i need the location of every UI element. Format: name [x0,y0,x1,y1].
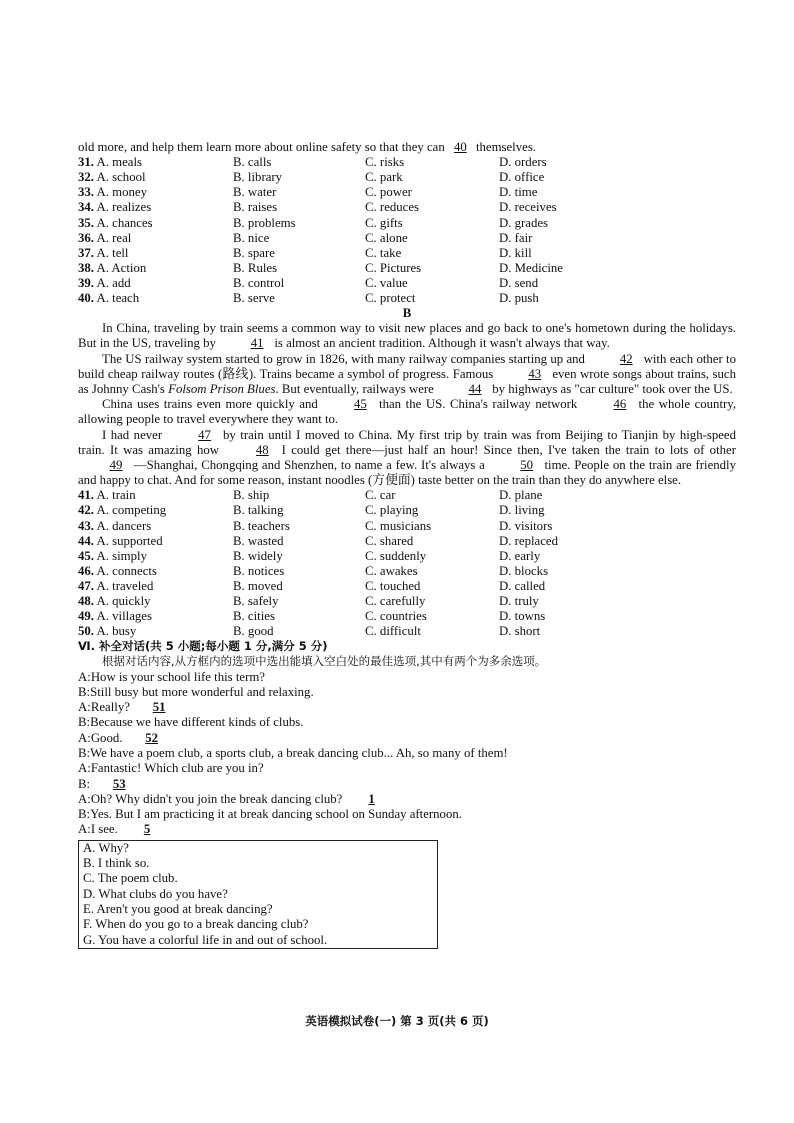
option-c: C. musicians [365,518,432,533]
dialogue-text: Fantastic! Which club are you in? [90,761,264,776]
speaker: A: [78,822,91,837]
dialogue-text: Because we have different kinds of clubs. [90,715,304,730]
option-a: A. train [96,488,136,503]
passage-b-para-3: China uses trains even more quickly and 45 than the US. China's railway network 46 the whole country, allowing people to travel everywhere they want to. [78,397,737,427]
option-d: D. blocks [499,563,549,578]
options_A-row-option-a [78,261,233,276]
blank-40: 40 [453,140,467,154]
option-b: B. moved [233,578,283,593]
option-b: B. wasted [233,533,284,548]
option-a: A. money [96,185,147,200]
dialogue [78,670,736,838]
question-number: 37. [78,245,94,260]
option-d: D. orders [499,155,547,170]
dialogue-text: I see. [90,822,118,837]
options_A-row-option-a [78,200,233,215]
option-b: B. notices [233,563,285,578]
question-number: 43. [78,518,94,533]
speaker: B: [78,776,91,791]
option-c: C. difficult [365,624,421,639]
passage-b-para-4: I had never 47 by train until I moved to China. My first trip by train was from Beijing to Tianjin by high-speed train. It was amazing how 48 I could get there—just half an hour! Since then, I've taken the train to lots of other 49 —Shanghai, Chongqing and Shenzhen, to name a few. It's always a 50 time. People on the train are friendly and happy to chat. And for some reason, instant noodles (方便面) taste better on the train than they do anywhere else. [78,427,737,488]
option-d: D. send [499,275,539,290]
song-title: Folsom Prison Blues [168,381,276,396]
blank-44: 44 [468,381,482,396]
option-a: A. simply [96,548,147,563]
question-number: 33. [78,185,94,200]
options_B-row-option-a [78,549,233,564]
option-a: A. quickly [96,594,151,609]
question-number: 36. [78,230,94,245]
dialogue-line [78,777,736,792]
option-a: A. dancers [96,518,152,533]
dialogue-blank: 5 [143,822,151,837]
option-a: A. supported [96,533,163,548]
option-b: B. water [233,185,277,200]
dialogue-blank: 53 [112,776,126,791]
option-b: B. nice [233,230,270,245]
top-line: old more, and help them learn more about online safety so that they can 40 themselves. [78,140,536,154]
question-number: 32. [78,170,94,185]
speaker: A: [78,669,91,684]
option-b: B. library [233,170,283,185]
option-d: D. visitors [499,518,553,533]
question-number: 49. [78,609,94,624]
dialogue-blank: 52 [145,730,159,745]
option-d: D. living [499,503,545,518]
speaker: A: [78,761,91,776]
options_A-row-option-a [78,246,233,261]
blank-48: 48 [255,442,269,457]
option-b: B. talking [233,503,284,518]
option-c: C. value [365,275,408,290]
blank-47: 47 [198,427,211,442]
option-a: A. chances [96,215,153,230]
blank-50: 50 [520,457,534,472]
option-b: B. control [233,275,285,290]
dialogue-text: Good. [90,730,123,745]
option-c: C. risks [365,155,405,170]
blank-43: 43 [528,366,542,381]
option-a: A. meals [96,155,142,170]
option-c: C. reduces [365,200,420,215]
options_A-row-option-a [78,276,233,291]
options_A-row-option-a [78,185,233,200]
option-c: C. countries [365,609,427,624]
options_B-row-option-a [78,534,233,549]
dialogue-line [78,792,736,807]
dialogue-line [78,731,736,746]
option-b: B. Rules [233,260,278,275]
section-vi-instruction: 根据对话内容,从方框内的选项中选出能填入空白处的最佳选项,其中有两个为多余选项。 [102,654,547,669]
option-a: A. Action [96,260,147,275]
dialogue-line [78,807,736,822]
option-a: A. busy [96,624,137,639]
dialogue-text: Yes. But I am practicing it at break dancing school on Sunday afternoon. [90,807,462,822]
question-number: 40. [78,291,94,306]
option-d: D. receives [499,200,557,215]
question-number: 48. [78,594,94,609]
blank-49: 49 [109,457,123,472]
dialogue-blank: 51 [152,700,166,715]
options_A-row-option-a [78,216,233,231]
dialogue-line [78,746,736,761]
dialogue-text: Really? [90,700,130,715]
options_B-row-option-a [78,624,233,639]
option-d: D. short [499,624,541,639]
option-a: A. tell [96,245,129,260]
question-number: 44. [78,533,94,548]
choice-item: F. When do you go to a break dancing club? [83,917,309,932]
question-number: 47. [78,578,94,593]
section-b-label: B [402,306,412,321]
dialogue-text: How is your school life this term? [90,669,265,684]
speaker: B: [78,746,91,760]
question-number: 50. [78,624,94,639]
blank-46: 46 [613,397,627,412]
option-a: A. real [96,230,132,245]
option-c: C. suddenly [365,548,427,563]
passage-b-para-2: The US railway system started to grow in 1826, with many railway companies starting up and 42 with each other to build cheap railway routes (路线). Trains became a symbol of progress. Famous 43 even wrote songs about trains, such as Johnny Cash's Folsom Prison Blues. But eventually, railways were 44 by highways as "car culture" took over the US. [78,351,737,396]
choice-item: D. What clubs do you have? [83,886,228,901]
question-number: 38. [78,260,94,275]
options_B-row-option-a [78,564,233,579]
choice-item: A. Why? [83,840,129,855]
options-a-list [78,155,736,306]
option-d: D. office [499,170,545,185]
options_A-row-option-a [78,231,233,246]
option-c: C. take [365,245,402,260]
dialogue-text: We have a poem club, a sports club, a break dancing club... Ah, so many of them! [90,746,508,760]
option-c: C. shared [365,533,414,548]
dialogue-text: Oh? Why didn't you join the break dancing club? [90,791,343,806]
option-d: D. early [499,548,541,563]
option-c: C. Pictures [365,260,422,275]
options_A-row-option-a [78,170,233,185]
option-d: D. called [499,578,546,593]
choice-item: G. You have a colorful life in and out of school. [83,932,328,947]
options_A-row-option-a [78,291,233,306]
option-c: C. playing [365,503,419,518]
option-b: B. ship [233,488,270,503]
option-b: B. raises [233,200,278,215]
section-vi-title: Ⅵ. 补全对话(共 5 小题;每小题 1 分,满分 5 分) [78,639,328,654]
option-c: C. gifts [365,215,403,230]
speaker: B: [78,684,91,699]
speaker: A: [78,700,91,715]
option-a: A. teach [96,291,140,306]
dialogue-line [78,685,736,700]
dialogue-line [78,822,736,837]
question-number: 41. [78,488,94,503]
option-c: C. park [365,170,403,185]
speaker: A: [78,791,91,806]
option-b: B. problems [233,215,296,230]
option-b: B. safely [233,594,279,609]
option-c: C. car [365,488,396,503]
option-a: A. school [96,170,146,185]
exam-page [78,140,736,949]
option-b: B. widely [233,548,283,563]
option-a: A. traveled [96,578,154,593]
dialogue-line [78,715,736,730]
option-c: C. power [365,185,412,200]
option-a: A. add [96,275,131,290]
blank-42: 42 [619,351,633,366]
option-c: C. carefully [365,594,426,609]
option-d: D. kill [499,245,532,260]
dialogue-text: Still busy but more wonderful and relaxing. [90,684,314,699]
option-b: B. spare [233,245,275,260]
option-d: D. time [499,185,538,200]
option-c: C. protect [365,291,416,306]
speaker: B: [78,715,91,730]
option-a: A. connects [96,563,157,578]
speaker: B: [78,807,91,822]
choice-item: E. Aren't you good at break dancing? [83,901,273,916]
dialogue-line [78,761,736,776]
option-b: B. calls [233,155,272,170]
question-number: 45. [78,548,94,563]
options_B-row-option-a [78,519,233,534]
options_A-row-option-a [78,155,233,170]
option-b: B. serve [233,291,275,306]
question-number: 42. [78,503,94,518]
question-number: 39. [78,275,94,290]
option-b: B. good [233,624,274,639]
options_B-row-option-a [78,579,233,594]
speaker: A: [78,730,91,745]
option-d: D. fair [499,230,533,245]
question-number: 31. [78,155,94,170]
option-b: B. teachers [233,518,290,533]
option-c: C. touched [365,578,421,593]
question-number: 46. [78,563,94,578]
option-a: A. realizes [96,200,152,215]
option-d: D. plane [499,488,543,503]
blank-41: 41 [250,336,264,351]
options_B-row-option-a [78,503,233,518]
blank-45: 45 [354,397,367,412]
question-number: 35. [78,215,94,230]
choice-item: B. I think so. [83,856,150,871]
option-a: A. competing [96,503,167,518]
option-d: D. towns [499,609,546,624]
options_B-row-option-a [78,488,233,503]
option-d: D. truly [499,594,539,609]
option-d: D. push [499,291,539,306]
option-d: D. Medicine [499,260,563,275]
options_B-row-option-a [78,594,233,609]
dialogue-blank: 1 [368,791,375,806]
options_B-row-option-a [78,609,233,624]
dialogue-line [78,700,736,715]
options-b-list [78,488,736,639]
dialogue-line [78,670,736,685]
option-d: D. replaced [499,533,558,548]
page-footer: 英语模拟试卷(一) 第 3 页(共 6 页) [305,1014,489,1028]
choices-box [78,840,438,949]
option-c: C. alone [365,230,408,245]
option-a: A. villages [96,609,152,624]
option-b: B. cities [233,609,275,624]
question-number: 34. [78,200,94,215]
option-d: D. grades [499,215,549,230]
passage-b-para-1: In China, traveling by train seems a common way to visit new places and go back to one's hometown during the holidays. But in the US, traveling by 41 is almost an ancient tradition. Although it wasn't always that way. [78,321,736,351]
option-c: C. awakes [365,563,418,578]
choice-item: C. The poem club. [83,871,178,886]
